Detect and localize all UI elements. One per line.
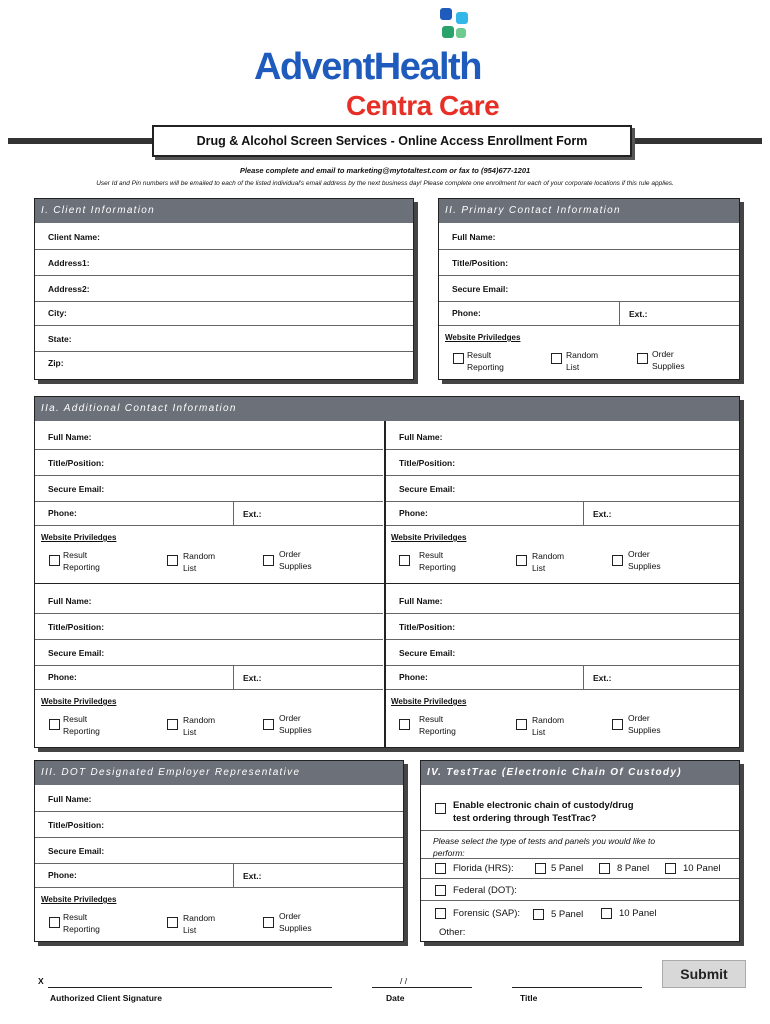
add4-privileges-title: Website Priviledges xyxy=(391,697,467,706)
add3-order-label: Order Supplies xyxy=(279,713,312,735)
address1-field[interactable]: Address1: xyxy=(35,251,413,276)
der-phone-field[interactable]: Phone: xyxy=(35,863,403,888)
address2-field[interactable]: Address2: xyxy=(35,277,413,302)
add4-order-checkbox[interactable] xyxy=(612,719,623,730)
primary-order-checkbox[interactable] xyxy=(637,353,648,364)
add1-phone-ext-divider xyxy=(233,501,234,526)
add1-order-label: Order Supplies xyxy=(279,549,312,571)
add1-privileges-title: Website Priviledges xyxy=(41,533,117,542)
iv-separator-4 xyxy=(421,879,739,901)
der-random-label: Random List xyxy=(183,913,216,935)
enable-testtrac-label: Enable electronic chain of custody/drug test ordering through TestTrac? xyxy=(453,800,634,824)
title-bar-right xyxy=(632,138,762,144)
primary-random-checkbox[interactable] xyxy=(551,353,562,364)
add3-result-label: Result Reporting xyxy=(63,714,100,736)
section-iia-title: IIa. Additional Contact Information xyxy=(35,397,739,421)
add2-result-label: Result Reporting xyxy=(419,550,456,572)
add3-phone-ext-divider xyxy=(233,665,234,690)
add3-phone-field[interactable]: Phone: xyxy=(35,665,383,690)
add2-order-checkbox[interactable] xyxy=(612,555,623,566)
add3-privileges-title: Website Priviledges xyxy=(41,697,117,706)
add3-full-name-field[interactable]: Full Name: xyxy=(35,589,383,614)
add2-ext-field[interactable]: Ext.: xyxy=(593,509,612,519)
forensic-5panel-label: 5 Panel xyxy=(551,909,584,920)
instructions-line2: User Id and Pin numbers will be emailed to each of the listed individual's email address by the next business day! Please complete one enrollment for each of your corporate locations if this rule applies. xyxy=(96,180,674,187)
add1-title-field[interactable]: Title/Position: xyxy=(35,451,383,476)
forensic-checkbox[interactable] xyxy=(435,908,446,919)
zip-field[interactable]: Zip: xyxy=(48,358,64,368)
primary-order-label: Order Supplies xyxy=(652,349,685,371)
section-ii-title: II. Primary Contact Information xyxy=(439,199,739,223)
primary-result-label: Result Reporting xyxy=(467,350,504,372)
florida-5panel-label: 5 Panel xyxy=(551,863,584,874)
add2-full-name-field[interactable]: Full Name: xyxy=(386,425,739,450)
adventhealth-logo xyxy=(250,6,540,121)
add4-phone-ext-divider xyxy=(583,665,584,690)
der-order-label: Order Supplies xyxy=(279,911,312,933)
title-bar-left xyxy=(8,138,152,144)
der-order-checkbox[interactable] xyxy=(263,917,274,928)
section-testtrac xyxy=(420,760,740,942)
add3-random-checkbox[interactable] xyxy=(167,719,178,730)
submit-button[interactable]: Submit xyxy=(662,960,746,988)
phone-ext-divider xyxy=(619,301,620,326)
der-result-checkbox[interactable] xyxy=(49,917,60,928)
add3-random-label: Random List xyxy=(183,715,216,737)
federal-label: Federal (DOT): xyxy=(453,885,517,896)
add3-order-checkbox[interactable] xyxy=(263,719,274,730)
add1-ext-field[interactable]: Ext.: xyxy=(243,509,262,519)
signature-x-mark: X xyxy=(38,976,44,986)
add1-random-label: Random List xyxy=(183,551,216,573)
forensic-10panel-checkbox[interactable] xyxy=(601,908,612,919)
add4-result-label: Result Reporting xyxy=(419,714,456,736)
add1-full-name-field[interactable]: Full Name: xyxy=(35,425,383,450)
select-tests-instruction: Please select the type of tests and panels you would like to perform: xyxy=(433,836,656,858)
iv-separator-1 xyxy=(421,809,739,831)
primary-privileges-title: Website Priviledges xyxy=(445,333,521,342)
add4-full-name-field[interactable]: Full Name: xyxy=(386,589,739,614)
primary-phone-field[interactable]: Phone: xyxy=(439,301,739,326)
add3-result-checkbox[interactable] xyxy=(49,719,60,730)
add3-title-field[interactable]: Title/Position: xyxy=(35,615,383,640)
client-name-field[interactable]: Client Name: xyxy=(35,225,413,250)
add1-email-field[interactable]: Secure Email: xyxy=(35,477,383,502)
add1-random-checkbox[interactable] xyxy=(167,555,178,566)
der-ext-field[interactable]: Ext.: xyxy=(243,871,262,881)
add2-phone-field[interactable]: Phone: xyxy=(386,501,739,526)
section-iv-title: IV. TestTrac (Electronic Chain Of Custody) xyxy=(421,761,739,785)
florida-10panel-label: 10 Panel xyxy=(683,863,721,874)
der-phone-ext-divider xyxy=(233,863,234,888)
add2-title-field[interactable]: Title/Position: xyxy=(386,451,739,476)
forensic-5panel-checkbox[interactable] xyxy=(533,909,544,920)
other-field[interactable]: Other: xyxy=(439,927,466,938)
primary-full-name-field[interactable]: Full Name: xyxy=(439,225,739,250)
section-primary-contact xyxy=(438,198,740,380)
forensic-10panel-label: 10 Panel xyxy=(619,908,657,919)
signature-label: Authorized Client Signature xyxy=(50,993,162,1003)
primary-title-field[interactable]: Title/Position: xyxy=(439,251,739,276)
add2-result-checkbox[interactable] xyxy=(399,555,410,566)
add1-result-checkbox[interactable] xyxy=(49,555,60,566)
iv-separator-2 xyxy=(421,835,739,859)
add2-email-field[interactable]: Secure Email: xyxy=(386,477,739,502)
florida-label: Florida (HRS): xyxy=(453,863,514,874)
iv-separator-3 xyxy=(421,857,739,879)
der-privileges-title: Website Priviledges xyxy=(41,895,117,904)
date-label: Date xyxy=(386,993,405,1003)
add4-email-field[interactable]: Secure Email: xyxy=(386,641,739,666)
state-field[interactable]: State: xyxy=(35,327,413,352)
der-email-field[interactable]: Secure Email: xyxy=(35,839,403,864)
der-random-checkbox[interactable] xyxy=(167,917,178,928)
add4-order-label: Order Supplies xyxy=(628,713,661,735)
section-iii-title: III. DOT Designated Employer Representative xyxy=(35,761,403,785)
iia-block-separator xyxy=(35,583,739,584)
logo-brand-text: AdventHealth xyxy=(254,46,481,88)
section-i-title: I. Client Information xyxy=(35,199,413,223)
city-field[interactable]: City: xyxy=(35,301,413,326)
section-dot-representative xyxy=(34,760,404,942)
title-line[interactable] xyxy=(512,987,642,988)
add4-random-label: Random List xyxy=(532,715,565,737)
primary-random-label: Random List xyxy=(566,350,599,372)
primary-ext-field[interactable]: Ext.: xyxy=(629,309,648,319)
date-line[interactable] xyxy=(372,987,472,988)
add3-email-field[interactable]: Secure Email: xyxy=(35,641,383,666)
signature-line[interactable] xyxy=(48,987,332,988)
add4-result-checkbox[interactable] xyxy=(399,719,410,730)
der-result-label: Result Reporting xyxy=(63,912,100,934)
add2-order-label: Order Supplies xyxy=(628,549,661,571)
add1-phone-field[interactable]: Phone: xyxy=(35,501,383,526)
primary-result-checkbox[interactable] xyxy=(453,353,464,364)
add4-phone-field[interactable]: Phone: xyxy=(386,665,739,690)
section-additional-contact xyxy=(34,396,740,748)
logo-mark-icon xyxy=(434,6,474,44)
add4-title-field[interactable]: Title/Position: xyxy=(386,615,739,640)
form-title: Drug & Alcohol Screen Services - Online Access Enrollment Form xyxy=(152,125,632,157)
add2-phone-ext-divider xyxy=(583,501,584,526)
section-client-information xyxy=(34,198,414,380)
add1-result-label: Result Reporting xyxy=(63,550,100,572)
logo-sub-text: Centra Care xyxy=(346,90,500,121)
forensic-label: Forensic (SAP): xyxy=(453,908,521,919)
add4-random-checkbox[interactable] xyxy=(516,719,527,730)
add3-ext-field[interactable]: Ext.: xyxy=(243,673,262,683)
primary-email-field[interactable]: Secure Email: xyxy=(439,277,739,302)
add2-random-checkbox[interactable] xyxy=(516,555,527,566)
title-label: Title xyxy=(520,993,538,1003)
date-slashes: / / xyxy=(400,976,408,986)
add1-order-checkbox[interactable] xyxy=(263,555,274,566)
add4-ext-field[interactable]: Ext.: xyxy=(593,673,612,683)
add2-privileges-title: Website Priviledges xyxy=(391,533,467,542)
florida-8panel-label: 8 Panel xyxy=(617,863,650,874)
der-title-field[interactable]: Title/Position: xyxy=(35,813,403,838)
add2-random-label: Random List xyxy=(532,551,565,573)
der-full-name-field[interactable]: Full Name: xyxy=(35,787,403,812)
instructions-line1: Please complete and email to marketing@mytotaltest.com or fax to (954)677-1201 xyxy=(239,166,531,175)
